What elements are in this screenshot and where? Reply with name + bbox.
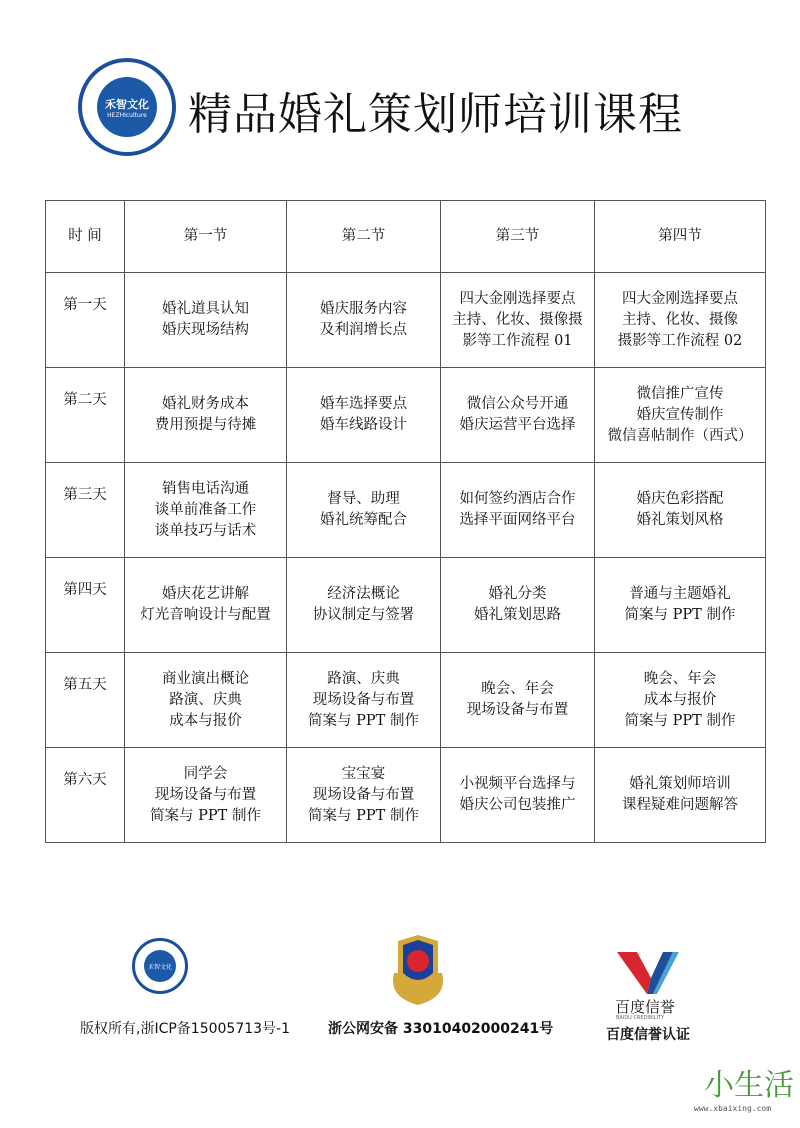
column-header: 第四节 — [595, 201, 766, 273]
police-record-text: 浙公网安备 33010402000241号 — [328, 1021, 554, 1037]
logo-text: 禾智文化 — [144, 950, 176, 982]
day-cell: 第三天 — [46, 463, 125, 558]
session-cell: 普通与主题婚礼 简案与 PPT 制作 — [595, 558, 766, 653]
session-cell: 小视频平台选择与 婚庆公司包装推广 — [441, 748, 595, 843]
logo-subtext: HEZHIculture — [107, 111, 147, 119]
session-cell: 婚车选择要点 婚车线路设计 — [287, 368, 441, 463]
schedule-table — [45, 200, 766, 843]
table-row — [46, 558, 766, 653]
day-cell: 第六天 — [46, 748, 125, 843]
watermark-text: 小生活 — [704, 1068, 794, 1103]
session-cell: 婚庆花艺讲解 灯光音响设计与配置 — [125, 558, 287, 653]
icp-text: 版权所有,浙ICP备15005713号-1 — [80, 1021, 291, 1037]
session-cell: 微信公众号开通 婚庆运营平台选择 — [441, 368, 595, 463]
watermark-url: www.xbaixing.com — [694, 1104, 772, 1113]
day-cell: 第二天 — [46, 368, 125, 463]
session-cell: 宝宝宴 现场设备与布置 简案与 PPT 制作 — [287, 748, 441, 843]
session-cell: 同学会 现场设备与布置 简案与 PPT 制作 — [125, 748, 287, 843]
table-row — [46, 368, 766, 463]
table-row — [46, 463, 766, 558]
session-cell: 婚礼财务成本 费用预提与待摊 — [125, 368, 287, 463]
column-header: 第二节 — [287, 201, 441, 273]
company-logo-small — [132, 938, 188, 994]
page-title: 精品婚礼策划师培训课程 — [188, 89, 683, 140]
baidu-cert-text: 百度信誉认证 — [606, 1027, 690, 1043]
session-cell: 微信推广宣传 婚庆宣传制作 微信喜帖制作（西式） — [595, 368, 766, 463]
table-row — [46, 748, 766, 843]
session-cell: 四大金刚选择要点 主持、化妆、摄像 摄影等工作流程 02 — [595, 273, 766, 368]
table-row — [46, 653, 766, 748]
table-row — [46, 273, 766, 368]
day-cell: 第五天 — [46, 653, 125, 748]
session-cell: 婚礼分类 婚礼策划思路 — [441, 558, 595, 653]
session-cell: 晚会、年会 现场设备与布置 — [441, 653, 595, 748]
police-badge-icon — [388, 935, 448, 1007]
session-cell: 销售电话沟通 谈单前准备工作 谈单技巧与话术 — [125, 463, 287, 558]
session-cell: 四大金刚选择要点 主持、化妆、摄像摄 影等工作流程 01 — [441, 273, 595, 368]
logo-text: 禾智文化 — [105, 97, 149, 111]
session-cell: 路演、庆典 现场设备与布置 简案与 PPT 制作 — [287, 653, 441, 748]
baidu-credibility-logo — [617, 948, 679, 996]
session-cell: 婚庆色彩搭配 婚礼策划风格 — [595, 463, 766, 558]
column-header: 第三节 — [441, 201, 595, 273]
day-cell: 第四天 — [46, 558, 125, 653]
session-cell: 督导、助理 婚礼统筹配合 — [287, 463, 441, 558]
day-cell: 第一天 — [46, 273, 125, 368]
table-header-row — [46, 201, 766, 273]
baidu-sub-text: BAIDU CREDIBILITY — [616, 1015, 665, 1021]
session-cell: 晚会、年会 成本与报价 简案与 PPT 制作 — [595, 653, 766, 748]
session-cell: 婚礼道具认知 婚庆现场结构 — [125, 273, 287, 368]
session-cell: 如何签约酒店合作 选择平面网络平台 — [441, 463, 595, 558]
session-cell: 婚庆服务内容 及利润增长点 — [287, 273, 441, 368]
watermark — [694, 1060, 794, 1113]
session-cell: 经济法概论 协议制定与签署 — [287, 558, 441, 653]
column-header: 第一节 — [125, 201, 287, 273]
baidu-logo-text: 百度信誉 — [615, 998, 676, 1016]
session-cell: 商业演出概论 路演、庆典 成本与报价 — [125, 653, 287, 748]
session-cell: 婚礼策划师培训 课程疑难问题解答 — [595, 748, 766, 843]
company-logo — [78, 58, 176, 156]
column-header: 时 间 — [46, 201, 125, 273]
